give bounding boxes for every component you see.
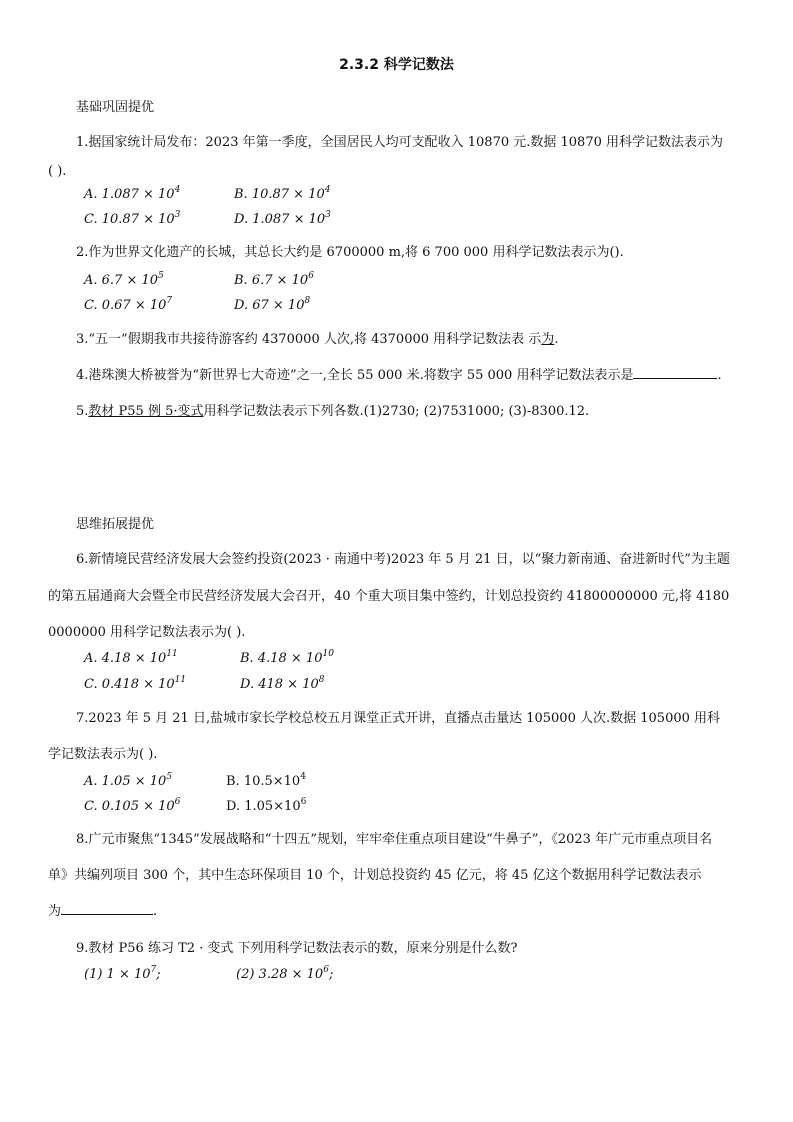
- question-2-text: 2.作为世界文化遗产的长城，其总长大约是 6700000 m,将 6 700 000 用科学记数法表示为().: [76, 245, 624, 260]
- page-title: 2.3.2 科学记数法: [339, 57, 454, 73]
- section-heading-extension: 思维拓展提优: [76, 517, 155, 532]
- q7-option-b: B. $10.5\times 10^4$: [226, 772, 306, 789]
- section-heading-basic: 基础巩固提优: [76, 100, 155, 115]
- question-4-text: 4.港珠澳大桥被誉为“新世界七大奇迹”之一,全长 55 000 米.将数字 55 000 用科学记数法表示是 .: [76, 368, 722, 383]
- q2-option-c: C. $0.67 \times 10^7$: [84, 296, 173, 313]
- q2-option-a: A. $6.7 \times 10^5$: [84, 271, 164, 288]
- question-7-line-1: 7.2023 年 5 月 21 日,盐城市家长学校总校五月课堂正式开讲，直播点击量达 105000 人次.数据 105000 用科: [76, 711, 721, 726]
- q6-option-b: B. $4.18 \times 10^{10}$: [240, 649, 334, 666]
- q6-option-a: A. $4.18 \times 10^{11}$: [84, 649, 178, 666]
- q1-option-d: D. $1.087 \times 10^3$: [234, 210, 331, 227]
- question-8-line-3: 为 .: [48, 904, 158, 919]
- q1-option-b: B. $10.87 \times 10^4$: [234, 185, 331, 202]
- question-6-line-1: 6.新情境民营经济发展大会签约投资(2023 · 南通中考)2023 年 5 月 21 日，以“聚力新南通、奋进新时代”为主题: [76, 552, 730, 567]
- q3-answer-underline: 为: [541, 332, 555, 347]
- q5-textbook-reference: 教材 P55 例 5·变式: [88, 404, 204, 419]
- question-6-line-2: 的第五届通商大会暨全市民营经济发展大会召开，40 个重大项目集中签约，计划总投资约 41800000000 元,将 4180: [48, 589, 730, 604]
- q4-answer-blank[interactable]: [633, 366, 717, 379]
- q6-option-c: C. $0.418 \times 10^{11}$: [84, 675, 187, 692]
- q6-option-d: D. $418 \times 10^8$: [240, 675, 325, 692]
- question-8-line-1: 8.广元市聚焦“1345”发展战略和“十四五”规划，牢牢牵住重点项目建设“牛鼻子”，《2023 年广元市重点项目名: [76, 832, 713, 847]
- q7-option-d: D. $1.05\times 10^6$: [226, 797, 307, 814]
- q7-option-a: A. $1.05 \times 10^5$: [84, 772, 173, 789]
- q1-option-a: A. $1.087 \times 10^4$: [84, 185, 181, 202]
- q1-option-c: C. $10.87 \times 10^3$: [84, 210, 181, 227]
- question-8-line-2: 单》共编列项目 300 个，其中生态环保项目 10 个，计划总投资约 45 亿元，将 45 亿这个数据用科学记数法表示: [48, 868, 702, 883]
- question-5-text: 5.教材 P55 例 5·变式用科学记数法表示下列各数.(1)2730; (2)7531000; (3)-8300.12.: [76, 404, 590, 419]
- q7-option-c: C. $0.105 \times 10^6$: [84, 797, 181, 814]
- question-1-text: 1.据国家统计局发布：2023 年第一季度，全国居民人均可支配收入 10870 元.数据 10870 用科学记数法表示为: [76, 135, 723, 150]
- question-1-paren: ( ).: [48, 164, 67, 179]
- q9-part-1: (1) $1 \times 10^7$;: [84, 965, 161, 982]
- q8-answer-blank[interactable]: [61, 902, 153, 915]
- question-7-line-2: 学记数法表示为( ).: [48, 747, 158, 762]
- q2-option-d: D. $67 \times 10^8$: [234, 296, 311, 313]
- q9-part-2: (2) $3.28 \times 10^6$;: [236, 965, 334, 982]
- question-6-line-3: 0000000 用科学记数法表示为( ).: [48, 625, 246, 640]
- question-3-text: 3.“五一”假期我市共接待游客约 4370000 人次,将 4370000 用科学记数法表 示为.: [76, 332, 559, 347]
- question-9-text: 9.教材 P56 练习 T2 · 变式 下列用科学记数法表示的数，原来分别是什么数?: [76, 941, 518, 956]
- q2-option-b: B. $6.7 \times 10^6$: [234, 271, 314, 288]
